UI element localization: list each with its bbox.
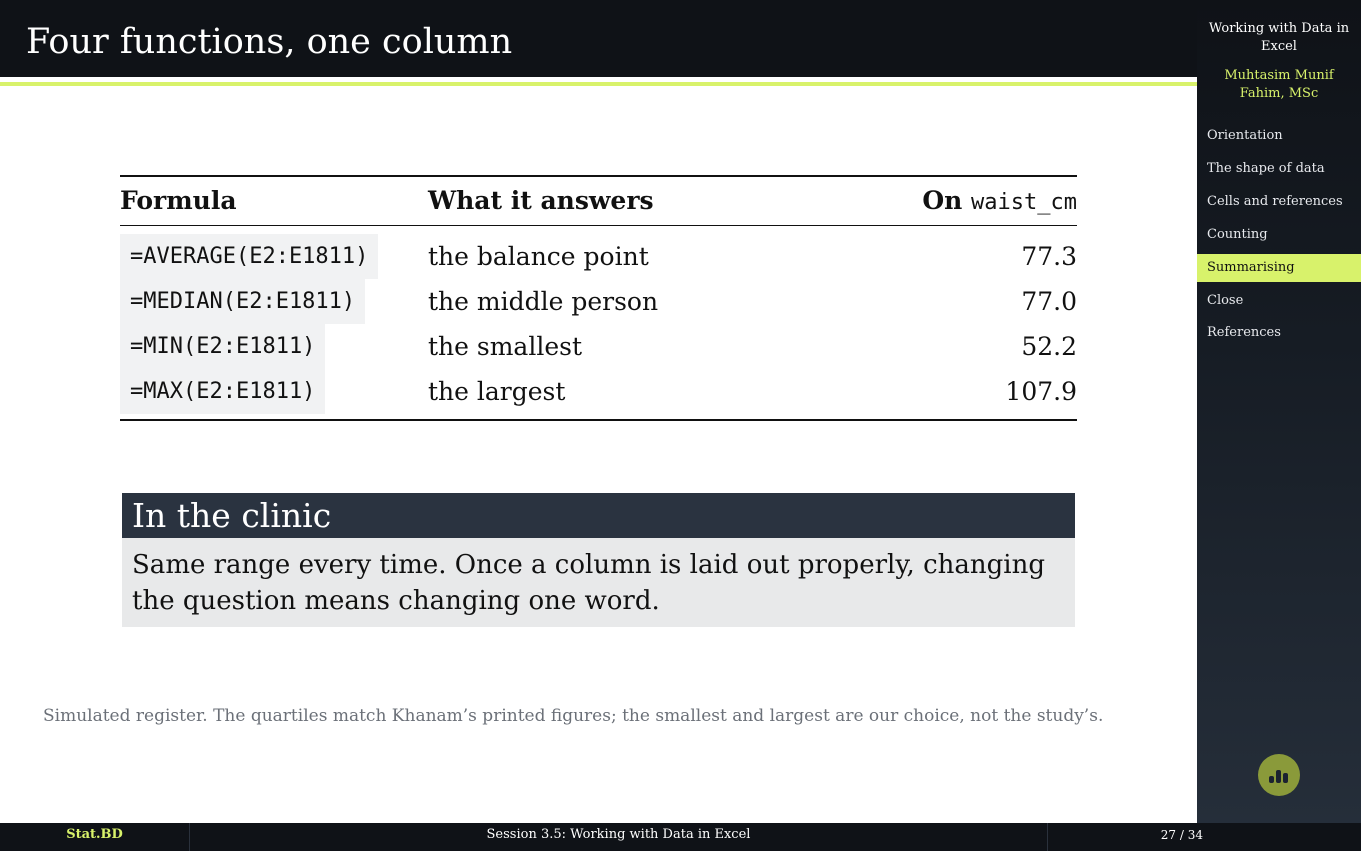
header-formula: Formula: [120, 186, 237, 215]
header-column-name: waist_cm: [971, 190, 1077, 215]
header-what-it-answers: What it answers: [428, 186, 654, 215]
sidebar-author: Muhtasim Munif Fahim, MSc: [1224, 68, 1334, 101]
table-header-rule: [120, 225, 1077, 226]
footnote: Simulated register. The quartiles match Khanam’s printed figures; the smallest and largest are our choice, not the study’s.: [43, 706, 1104, 726]
formula-cell: =MEDIAN(E2:E1811): [120, 279, 365, 324]
sidebar-item-shape-of-data[interactable]: The shape of data: [1207, 161, 1325, 176]
value-cell: 77.0: [1021, 287, 1077, 316]
header-on-prefix: On: [922, 186, 963, 215]
table-top-rule: [120, 175, 1077, 177]
answer-cell: the balance point: [428, 242, 649, 271]
slide-header-bar: [0, 0, 1197, 77]
sidebar: [1197, 0, 1361, 851]
formula-cell: =AVERAGE(E2:E1811): [120, 234, 378, 279]
table-row: [120, 324, 1077, 369]
slide-title: Four functions, one column: [26, 22, 513, 62]
sidebar-title[interactable]: Working with Data in Excel: [1208, 21, 1350, 54]
callout-title: In the clinic: [122, 493, 1075, 538]
header-accent-line: [0, 82, 1197, 86]
answer-cell: the middle person: [428, 287, 659, 316]
sidebar-item-counting[interactable]: Counting: [1207, 227, 1268, 242]
footer-session-title: Session 3.5: Working with Data in Excel: [190, 823, 1048, 851]
header-on-column: [922, 185, 1077, 219]
formula-cell: =MAX(E2:E1811): [120, 369, 325, 414]
footer-bar: [0, 823, 1361, 851]
callout-body: Same range every time. Once a column is laid out properly, changing the question means changing one word.: [122, 538, 1075, 627]
sidebar-item-close[interactable]: Close: [1207, 293, 1244, 308]
value-cell: 77.3: [1021, 242, 1077, 271]
bar-chart-logo-icon: [1258, 754, 1300, 796]
footer-brand: Stat.BD: [0, 823, 190, 851]
table-row: [120, 234, 1077, 279]
table-row: [120, 369, 1077, 414]
footer-page-number: 27 / 34: [1160, 828, 1203, 842]
formula-cell: =MIN(E2:E1811): [120, 324, 325, 369]
table-row: [120, 279, 1077, 324]
value-cell: 52.2: [1021, 332, 1077, 361]
sidebar-item-cells-and-references[interactable]: Cells and references: [1207, 194, 1343, 209]
sidebar-item-orientation[interactable]: Orientation: [1207, 128, 1283, 143]
value-cell: 107.9: [1005, 377, 1077, 406]
sidebar-item-summarising[interactable]: Summarising: [1197, 254, 1361, 282]
table-bottom-rule: [120, 419, 1077, 421]
answer-cell: the largest: [428, 377, 566, 406]
sidebar-item-references[interactable]: References: [1207, 325, 1281, 340]
answer-cell: the smallest: [428, 332, 582, 361]
